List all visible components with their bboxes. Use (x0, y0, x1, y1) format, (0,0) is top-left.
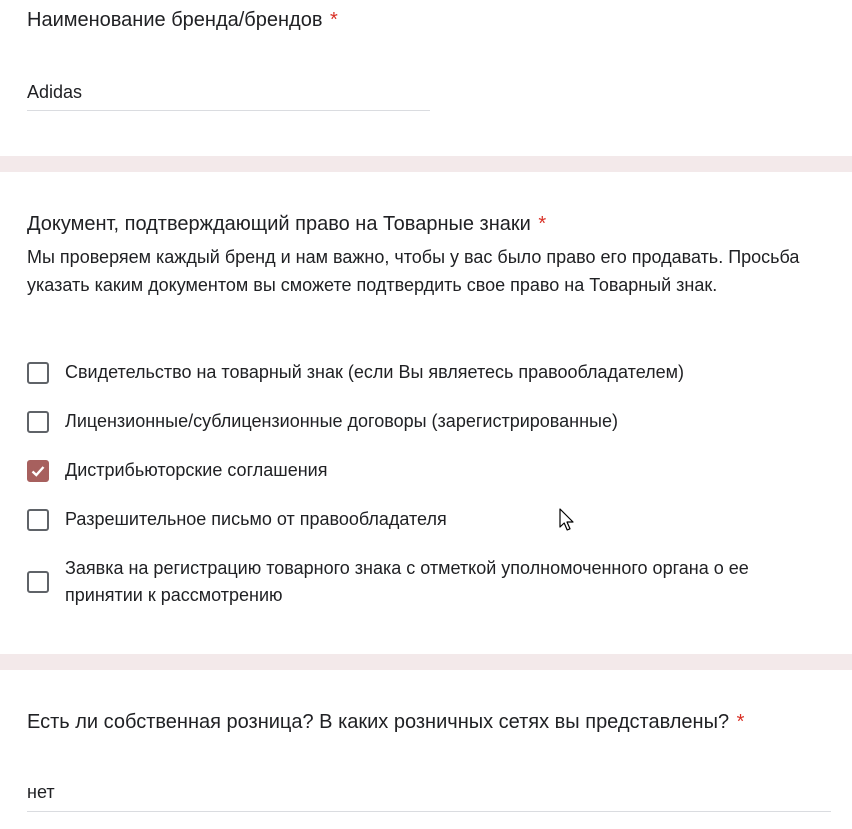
brand-answer-field[interactable]: Adidas (27, 82, 83, 102)
checkbox-option[interactable] (27, 555, 810, 609)
required-asterisk: * (330, 9, 338, 31)
checkbox[interactable] (27, 571, 49, 593)
checkbox-option-label: Разрешительное письмо от правообладателя (65, 509, 447, 529)
retail-question-title (27, 710, 744, 734)
brand-question-card (0, 0, 852, 156)
checkbox-option[interactable] (27, 506, 810, 533)
retail-question-title-text: Есть ли собственная розница? В каких розничных сетях вы представлены? (27, 711, 730, 733)
checkbox[interactable] (27, 509, 49, 531)
mouse-pointer-icon (559, 508, 575, 532)
checkbox-option-label: Заявка на регистрацию товарного знака с отметкой уполномоченного органа о ее принятии к рассмотрению (65, 558, 749, 605)
checkbox-option-label: Свидетельство на товарный знак (если Вы являетесь правообладателем) (65, 362, 685, 382)
trademark-question-title-text: Документ, подтверждающий право на Товарные знаки (27, 213, 531, 235)
retail-question-card (0, 670, 852, 829)
required-asterisk: * (736, 711, 745, 733)
checkbox-option[interactable] (27, 408, 810, 435)
trademark-question-title (27, 212, 546, 236)
checkbox-option[interactable] (27, 359, 810, 386)
brand-question-title (27, 8, 338, 32)
retail-answer-field[interactable]: нет (27, 782, 55, 802)
checkbox-option-label: Лицензионные/сублицензионные договоры (зарегистрированные) (65, 411, 618, 431)
required-asterisk: * (538, 213, 547, 235)
check-icon (30, 463, 46, 479)
checkbox[interactable] (27, 362, 49, 384)
checkbox[interactable] (27, 411, 49, 433)
brand-answer-underline (27, 110, 430, 111)
retail-answer-underline (27, 811, 831, 812)
trademark-question-card (0, 172, 852, 654)
checkbox-checked[interactable] (27, 460, 49, 482)
checkbox-option-label: Дистрибьюторские соглашения (65, 460, 328, 480)
brand-question-title-text: Наименование бренда/брендов (27, 9, 323, 31)
trademark-question-description: Мы проверяем каждый бренд и нам важно, чтобы у вас было право его продавать. Просьба указать каким документом вы сможете подтвердить свое право на Товарный знак. (27, 247, 800, 295)
checkbox-option[interactable] (27, 457, 810, 484)
